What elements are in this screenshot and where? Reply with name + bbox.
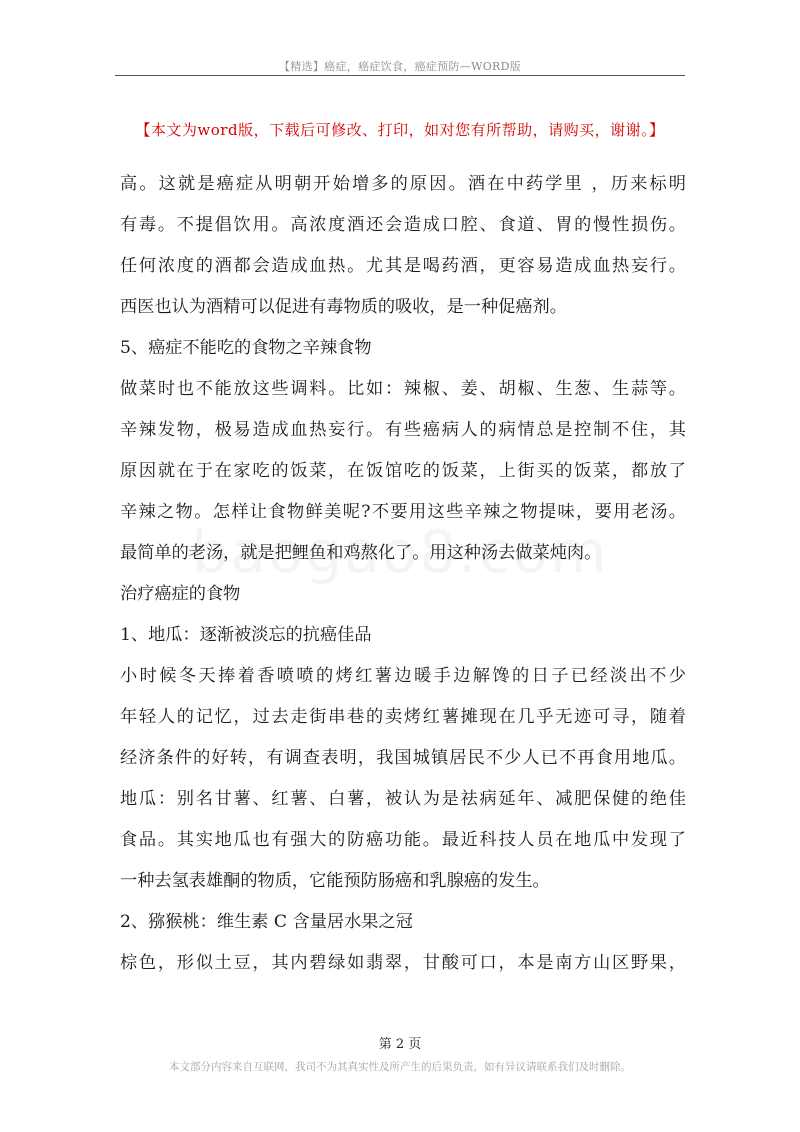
- text-line: 有毒。不提倡饮用。高浓度酒还会造成口腔、食道、胃的慢性损伤。: [120, 215, 686, 235]
- footer-disclaimer: 本文部分内容来自互联网，我司不为其真实性及所产生的后果负责，如有异议请联系我们及时删除。: [169, 1061, 631, 1073]
- text-line: 做菜时也不能放这些调料。比如：辣椒、姜、胡椒、生葱、生蒜等。: [120, 379, 686, 399]
- text-line: 辛辣发物，极易造成血热妄行。有些癌病人的病情总是控制不住，其: [120, 420, 686, 440]
- header-divider: [115, 75, 685, 76]
- text-line: 地瓜：别名甘薯、红薯、白薯，被认为是祛病延年、减肥保健的绝佳: [120, 789, 686, 809]
- document-body: [120, 164, 686, 984]
- text-line: 最简单的老汤，就是把鲤鱼和鸡熬化了。用这种汤去做菜炖肉。: [120, 543, 602, 563]
- text-line: 经济条件的好转，有调查表明，我国城镇居民不少人已不再食用地瓜。: [120, 748, 686, 768]
- text-line: 辛辣之物。怎样让食物鲜美呢?不要用这些辛辣之物提味，要用老汤。: [120, 502, 686, 522]
- text-line: 一种去氢表雄酮的物质，它能预防肠癌和乳腺癌的发生。: [120, 871, 550, 891]
- text-line: 高。这就是癌症从明朝开始增多的原因。酒在中药学里 ，历来标明: [120, 174, 686, 194]
- text-line: 棕色，形似土豆，其内碧绿如翡翠，甘酸可口，本是南方山区野果，: [120, 953, 686, 973]
- text-line: 原因就在于在家吃的饭菜，在饭馆吃的饭菜，上街买的饭菜，都放了: [120, 461, 686, 481]
- download-notice: 【本文为word版，下载后可修改、打印，如对您有所帮助，请购买，谢谢。】: [135, 121, 665, 139]
- text-line: 食品。其实地瓜也有强大的防癌功能。最近科技人员在地瓜中发现了: [120, 830, 686, 850]
- header-title: 【精选】癌症，癌症饮食，癌症预防—WORD版: [278, 60, 522, 73]
- text-line: 西医也认为酒精可以促进有毒物质的吸收，是一种促癌剂。: [120, 297, 567, 317]
- text-line: 年轻人的记忆，过去走街串巷的卖烤红薯摊现在几乎无迹可寻，随着: [120, 707, 686, 727]
- text-line: 治疗癌症的食物: [120, 584, 241, 604]
- text-line: 1、地瓜：逐渐被淡忘的抗癌佳品: [120, 625, 372, 645]
- page-number: 第 2 页: [378, 1037, 422, 1052]
- text-line: 任何浓度的酒都会造成血热。尤其是喝药酒，更容易造成血热妄行。: [120, 256, 686, 276]
- text-line: 2、猕猴桃：维生素 C 含量居水果之冠: [120, 912, 413, 932]
- text-line: 小时候冬天捧着香喷喷的烤红薯边暖手边解馋的日子已经淡出不少: [120, 666, 686, 686]
- text-line: 5、癌症不能吃的食物之辛辣食物: [120, 338, 372, 358]
